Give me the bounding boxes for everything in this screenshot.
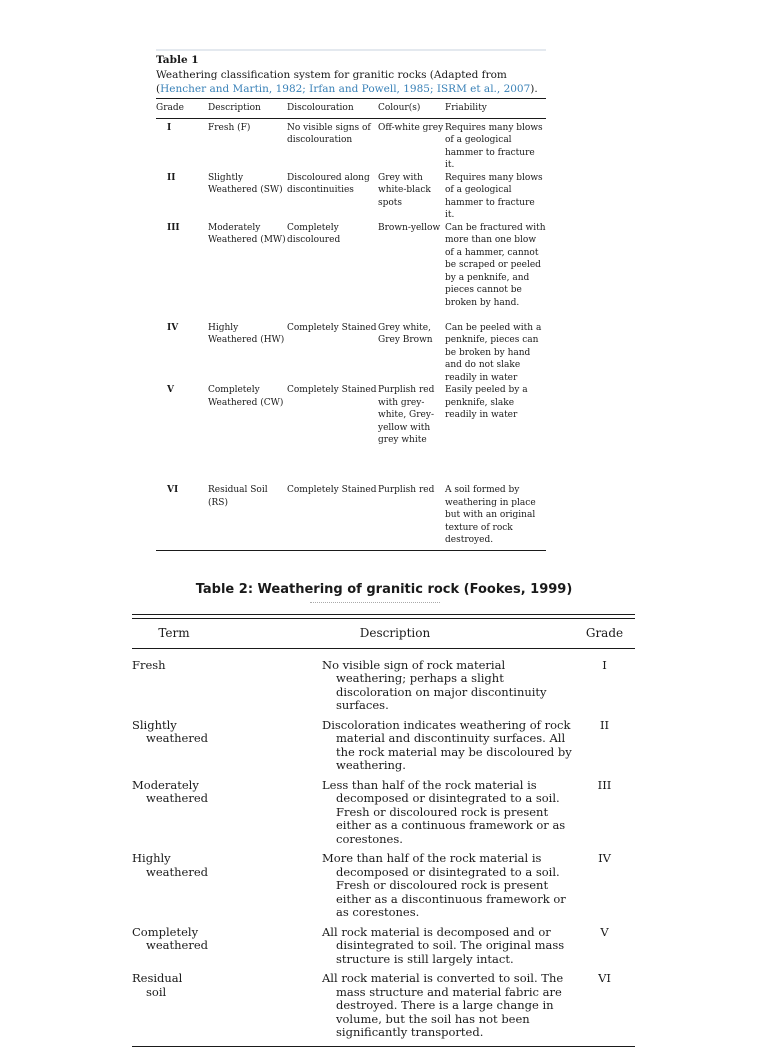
- table2-cell-grade: III: [597, 777, 612, 792]
- table1-cell-colours: Grey with white-black spots: [378, 172, 431, 208]
- table2-cell-grade: IV: [598, 851, 611, 865]
- table2-cell-term: [132, 852, 216, 926]
- table2-cell-term: [132, 719, 216, 779]
- table2-term-line2: weathered: [146, 864, 209, 879]
- table1-header-description: Description: [208, 99, 287, 119]
- table1-cell-description: Moderately Weathered (MW): [208, 222, 286, 245]
- table1-header-friability: Friability: [445, 99, 546, 119]
- table2-row: [132, 779, 635, 853]
- table1-cell-grade: II: [167, 172, 176, 183]
- table1-cell-colours: Purplish red with grey-white, Grey-yellow with grey white: [378, 385, 435, 445]
- table1-cell-discolouration: No visible signs of discolouration: [287, 122, 371, 145]
- table2-block: [132, 614, 635, 1047]
- table2-cell-description: Less than half of the rock material is decomposed or disintegrated to a soil. Fresh or discoloured rock is present either as a continuous framework or as corestones.: [322, 777, 566, 846]
- table2-term-line2: weathered: [146, 731, 209, 745]
- table2-term-line1: Highly: [132, 851, 171, 865]
- table1-header-row: [156, 99, 546, 119]
- table2-cell-grade: I: [602, 657, 607, 672]
- table2-cell-description: All rock material is converted to soil. The mass structure and material fabric are destroyed. There is a large change in volume, but the soil has not been significantly transported.: [322, 971, 564, 1039]
- table2-cell-description-wrap: [216, 779, 574, 853]
- table1-row: [156, 384, 546, 484]
- table1-cell-discolouration: Completely discoloured: [287, 222, 341, 245]
- table1-cell-discolouration: Discoloured along discontinuities: [287, 172, 370, 195]
- table1-label: Table 1: [156, 54, 199, 66]
- table2-row: [132, 972, 635, 1046]
- table2-cell-description: More than half of the rock material is decomposed or disintegrated to a soil. Fresh or discoloured rock is present either as a discontinuous framework or as corestones.: [322, 851, 566, 919]
- table2-cell-description-wrap: [216, 926, 574, 973]
- table2-cell-grade: VI: [574, 972, 635, 1046]
- table2-term-line2: soil: [146, 984, 167, 999]
- table1-cell-grade: VI: [156, 484, 208, 551]
- table1-cell-grade: V: [167, 385, 174, 395]
- table1-cell-colours: Brown-yellow: [378, 222, 441, 233]
- table1-cell-friability: Requires many blows of a geological hammer to fracture it.: [445, 122, 543, 170]
- table1-cell-description: Highly Weathered (HW): [208, 322, 285, 345]
- table1-row: [156, 322, 546, 385]
- table2-cell-term: [132, 779, 216, 853]
- table1-cell-discolouration: Completely Stained: [287, 322, 377, 333]
- table2-term-line1: Completely: [132, 924, 199, 939]
- table1-header-grade: Grade: [156, 99, 208, 119]
- table2-header-description: Description: [216, 619, 574, 649]
- table2: [132, 618, 635, 1047]
- table2-row: [132, 926, 635, 973]
- table2-row: [132, 648, 635, 719]
- table1-cell-colours: Purplish red: [378, 484, 445, 551]
- table1-row: [156, 222, 546, 322]
- table2-cell-description: No visible sign of rock material weathering; perhaps a slight discoloration on major discontinuity surfaces.: [322, 657, 547, 712]
- table1-cell-friability: A soil formed by weathering in place but with an original texture of rock destroyed.: [445, 484, 546, 551]
- table2-term-line1: Residual: [132, 971, 183, 985]
- table2-term-line1: Moderately: [132, 777, 199, 792]
- table1-cell-description: Slightly Weathered (SW): [208, 172, 283, 195]
- table2-header-row: [132, 619, 635, 649]
- table2-cell-term: [132, 648, 216, 719]
- table2-cell-term: [132, 926, 216, 973]
- table2-term-line1: Slightly: [132, 717, 177, 732]
- table1-cell-friability: Can be peeled with a penknife, pieces can be broken by hand and do not slake readily in water: [445, 322, 542, 383]
- table1-header-colours: Colour(s): [378, 99, 445, 119]
- table1-header-discolouration: Discolouration: [287, 99, 378, 119]
- table1-caption-end: ).: [530, 83, 538, 95]
- table2-cell-description-wrap: [216, 852, 574, 926]
- table1-block: [156, 49, 546, 551]
- table1-cell-colours: Grey white, Grey Brown: [378, 322, 433, 345]
- table1-cell-friability: Easily peeled by a penknife, slake readily in water: [445, 385, 528, 420]
- table1-cell-discolouration: Completely Stained: [287, 385, 377, 395]
- table2-cell-description: Discoloration indicates weathering of rock material and discontinuity surfaces. All the rock material may be discoloured by weathering.: [322, 717, 572, 772]
- table1-cell-colours: Off-white grey: [378, 122, 444, 133]
- table2-cell-term: [132, 972, 216, 1046]
- table1-caption-references-link[interactable]: Hencher and Martin, 1982; Irfan and Powell, 1985; ISRM et al., 2007: [160, 83, 531, 95]
- table2-header-term: Term: [132, 619, 216, 649]
- table1-cell-discolouration: Completely Stained: [287, 484, 378, 551]
- table1-row: [156, 484, 546, 551]
- table2-row: [132, 852, 635, 926]
- table2-top-rule: [132, 614, 635, 616]
- table2-cell-grade: V: [600, 924, 609, 939]
- table2-cell-grade: II: [599, 717, 610, 732]
- table2-cell-description-wrap: [216, 648, 574, 719]
- table1-top-divider: [156, 49, 546, 51]
- table1-caption-text: Weathering classification system for granitic rocks (Adapted from (: [156, 69, 507, 95]
- table2-row: [132, 719, 635, 779]
- table2-term-line2: weathered: [146, 938, 209, 952]
- table1-cell-description: Residual Soil (RS): [208, 484, 287, 551]
- table1: [156, 98, 546, 551]
- table1-caption: [156, 68, 546, 96]
- table2-cell-description-wrap: [216, 719, 574, 779]
- table1-cell-description: Completely Weathered (CW): [208, 385, 284, 408]
- table2-header-grade: Grade: [574, 619, 635, 649]
- table2-term-line1: Fresh: [132, 657, 166, 672]
- table1-cell-grade: III: [167, 222, 180, 233]
- table1-cell-grade: I: [167, 122, 172, 133]
- table2-title: Table 2: Weathering of granitic rock (Fookes, 1999): [195, 582, 573, 597]
- table1-cell-friability: Requires many blows of a geological hammer to fracture it.: [445, 172, 543, 220]
- table2-cell-description-wrap: [216, 972, 574, 1046]
- table1-cell-friability: Can be fractured with more than one blow of a hammer, cannot be scraped or peeled by a penknife, and pieces cannot be broken by hand.: [445, 222, 546, 308]
- table2-cell-description: All rock material is decomposed and or disintegrated to soil. The original mass structure is still largely intact.: [322, 924, 565, 966]
- table1-cell-grade: IV: [167, 322, 179, 333]
- table2-faint-divider: [310, 602, 440, 607]
- table2-term-line2: weathered: [146, 791, 209, 805]
- table1-row: [156, 172, 546, 222]
- table1-row: [156, 118, 546, 172]
- table1-cell-description: Fresh (F): [208, 122, 251, 133]
